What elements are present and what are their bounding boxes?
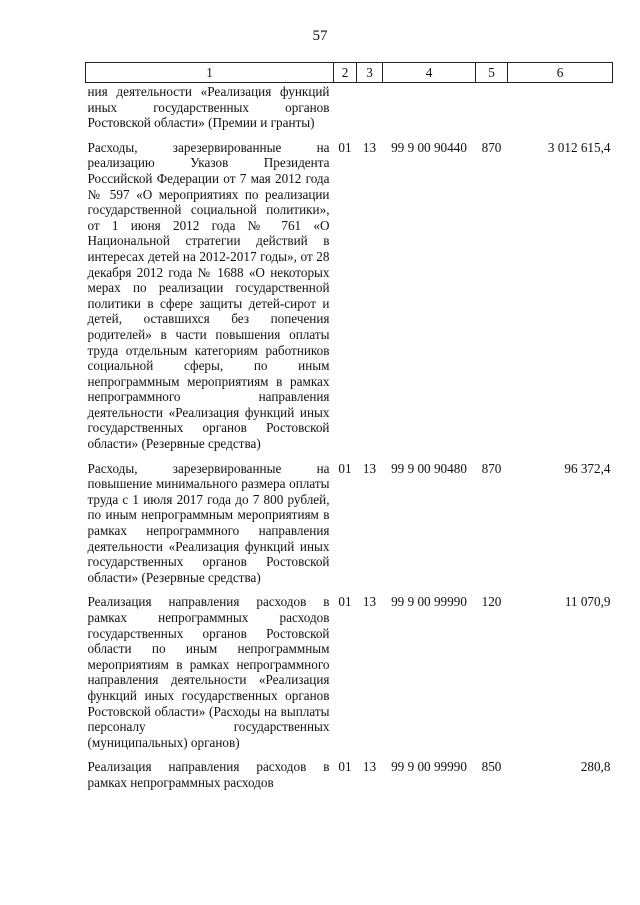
row-description: ния деятельности «Реализация функций иных государственных органов Ростовской области» (Премии и гранты) [87, 84, 330, 131]
row-expense-type: 870 [481, 460, 502, 476]
row-target-item [383, 83, 476, 140]
row-ministry: 01 [338, 460, 352, 476]
header-cell-3: 3 [357, 63, 383, 83]
page-number: 57 [312, 28, 328, 44]
row-subsection: 13 [362, 594, 377, 610]
row-amount: 3 012 615,4 [547, 139, 611, 155]
row-target-item: 99 9 00 99990 [391, 594, 467, 610]
row-subsection: 13 [362, 460, 377, 476]
table-header [86, 63, 613, 83]
table-row [86, 83, 613, 140]
header-cell-2: 2 [334, 63, 357, 83]
row-ministry: 01 [338, 139, 352, 155]
row-subsection [357, 83, 383, 140]
table-row [86, 594, 613, 759]
row-expense-type [476, 83, 508, 140]
row-target-item: 99 9 00 90440 [391, 139, 467, 155]
row-target-item: 99 9 00 99990 [391, 759, 467, 775]
row-ministry: 01 [338, 594, 352, 610]
table-row [86, 140, 613, 461]
header-cell-6: 6 [508, 63, 613, 83]
table-row [86, 759, 613, 799]
row-amount: 96 372,4 [564, 460, 611, 476]
row-amount: 11 070,9 [564, 594, 611, 610]
row-ministry [334, 83, 357, 140]
header-cell-1: 1 [86, 63, 334, 83]
table-row [86, 461, 613, 595]
row-description: Расходы, зарезервированные на реализацию Указов Президента Российской Федерации от 7 мая 2012 года № 597 «О мероприятиях по реализации государственной социальной политики», от 1 июня 2012 года № 761 «О Национальной стратегии действий в интересах детей на 2012-2017 годы», от 28 декабря 2012 года № 1688 «О некоторых мерах по реализации государственной политики в сфере защиты детей-сирот и детей, оставшихся без попечения родителей» в части повышения оплаты труда отдельным категориям работников социальной сферы, по иным непрограммным мероприятиям в рамках непрограммного направления деятельности «Реализация функций иных государственных органов Ростовской области» (Резервные средства) [87, 139, 330, 452]
row-target-item: 99 9 00 90480 [391, 460, 467, 476]
row-amount: 280,8 [580, 759, 611, 775]
budget-table [85, 62, 613, 800]
row-ministry: 01 [338, 759, 352, 775]
row-expense-type: 120 [481, 594, 502, 610]
table-body [86, 83, 613, 800]
header-cell-5: 5 [476, 63, 508, 83]
row-subsection: 13 [362, 759, 377, 775]
row-amount [508, 83, 613, 140]
row-description: Расходы, зарезервированные на повышение минимального размера оплаты труда с 1 июля 2017 года до 7 800 рублей, по иным непрограммным мероприятиям в рамках непрограммного направления деятельности «Реализация функций иных государственных органов Ростовской области» (Резервные средства) [87, 460, 330, 585]
header-row [86, 63, 613, 83]
row-subsection: 13 [362, 139, 377, 155]
row-expense-type: 850 [481, 759, 502, 775]
row-description: Реализация направления расходов в рамках непрограммных расходов [87, 759, 330, 790]
row-expense-type: 870 [481, 139, 502, 155]
header-cell-4: 4 [383, 63, 476, 83]
row-description: Реализация направления расходов в рамках непрограммных расходов государственных органов Ростовской области по иным непрограммным мероприятиям в рамках непрограммного направления деятельности «Реализация функций иных государственных органов Ростовской области» (Расходы на выплаты персоналу государственных (муниципальных) органов) [87, 594, 330, 750]
